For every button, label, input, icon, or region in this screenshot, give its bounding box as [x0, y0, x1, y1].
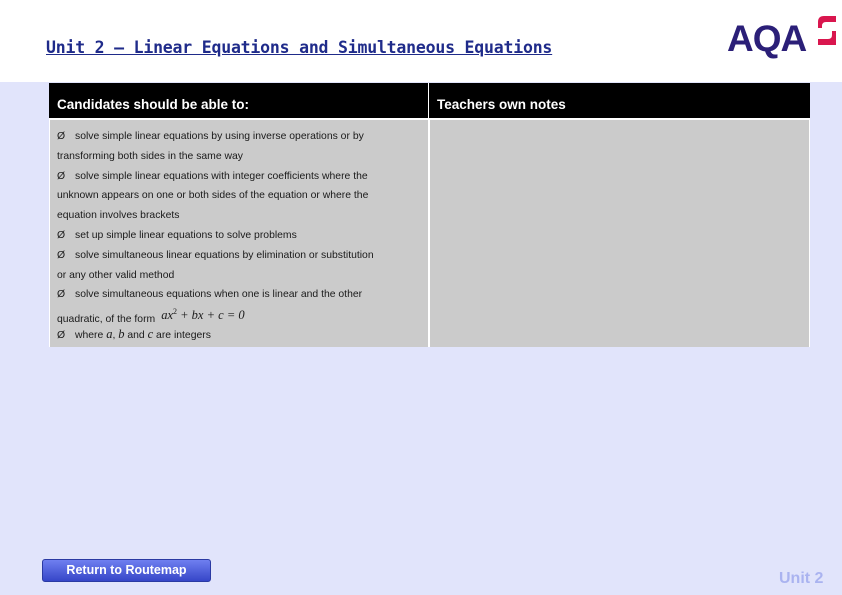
criteria-line: transforming both sides in the same way [57, 150, 243, 162]
teacher-notes-cell[interactable] [430, 120, 809, 347]
page-title: Unit 2 – Linear Equations and Simultaneous Equations [46, 38, 553, 57]
header-cell-teacher-notes: Teachers own notes [429, 83, 810, 118]
criteria-line: or any other valid method [57, 269, 175, 281]
bullet-arrow-icon: Ø [57, 229, 66, 241]
criteria-line: Ø set up simple linear equations to solve problems [57, 226, 427, 246]
logo-text: AQA [727, 18, 807, 59]
criteria-line: quadratic, of the form $ax^2$ + bx + c = 0 [57, 305, 427, 325]
bullet-arrow-icon: Ø [57, 170, 66, 182]
criteria-line: Ø where a, b and c are integers [57, 325, 427, 345]
bullet-arrow-icon: Ø [57, 249, 66, 261]
criteria-list [57, 127, 427, 345]
criteria-line: unknown appears on one or both sides of the equation or where the [57, 190, 369, 202]
criteria-line: Ø solve simple linear equations by using inverse operations or by [57, 127, 427, 147]
bullet-arrow-icon: Ø [57, 329, 66, 341]
criteria-cell [50, 120, 428, 347]
bullet-arrow-icon: Ø [57, 131, 66, 142]
aqa-logo [727, 14, 839, 62]
content-table [49, 83, 810, 347]
aqa-flag-icon [815, 14, 839, 48]
unit-label: Unit 2 [779, 570, 824, 587]
quadratic-equation: $ax^2$ + bx + c = 0 [161, 307, 245, 323]
criteria-line: Ø solve simultaneous equations when one is linear and the other [57, 285, 427, 305]
criteria-line: Ø solve simple linear equations with integer coefficients where the [57, 167, 427, 187]
header-bar [0, 0, 842, 82]
return-to-routemap-button[interactable]: Return to Routemap [42, 559, 211, 582]
header-cell-candidates: Candidates should be able to: [49, 83, 428, 118]
criteria-line: equation involves brackets [57, 210, 180, 222]
bullet-arrow-icon: Ø [57, 289, 66, 301]
criteria-line: Ø solve simultaneous linear equations by elimination or substitution [57, 246, 427, 266]
